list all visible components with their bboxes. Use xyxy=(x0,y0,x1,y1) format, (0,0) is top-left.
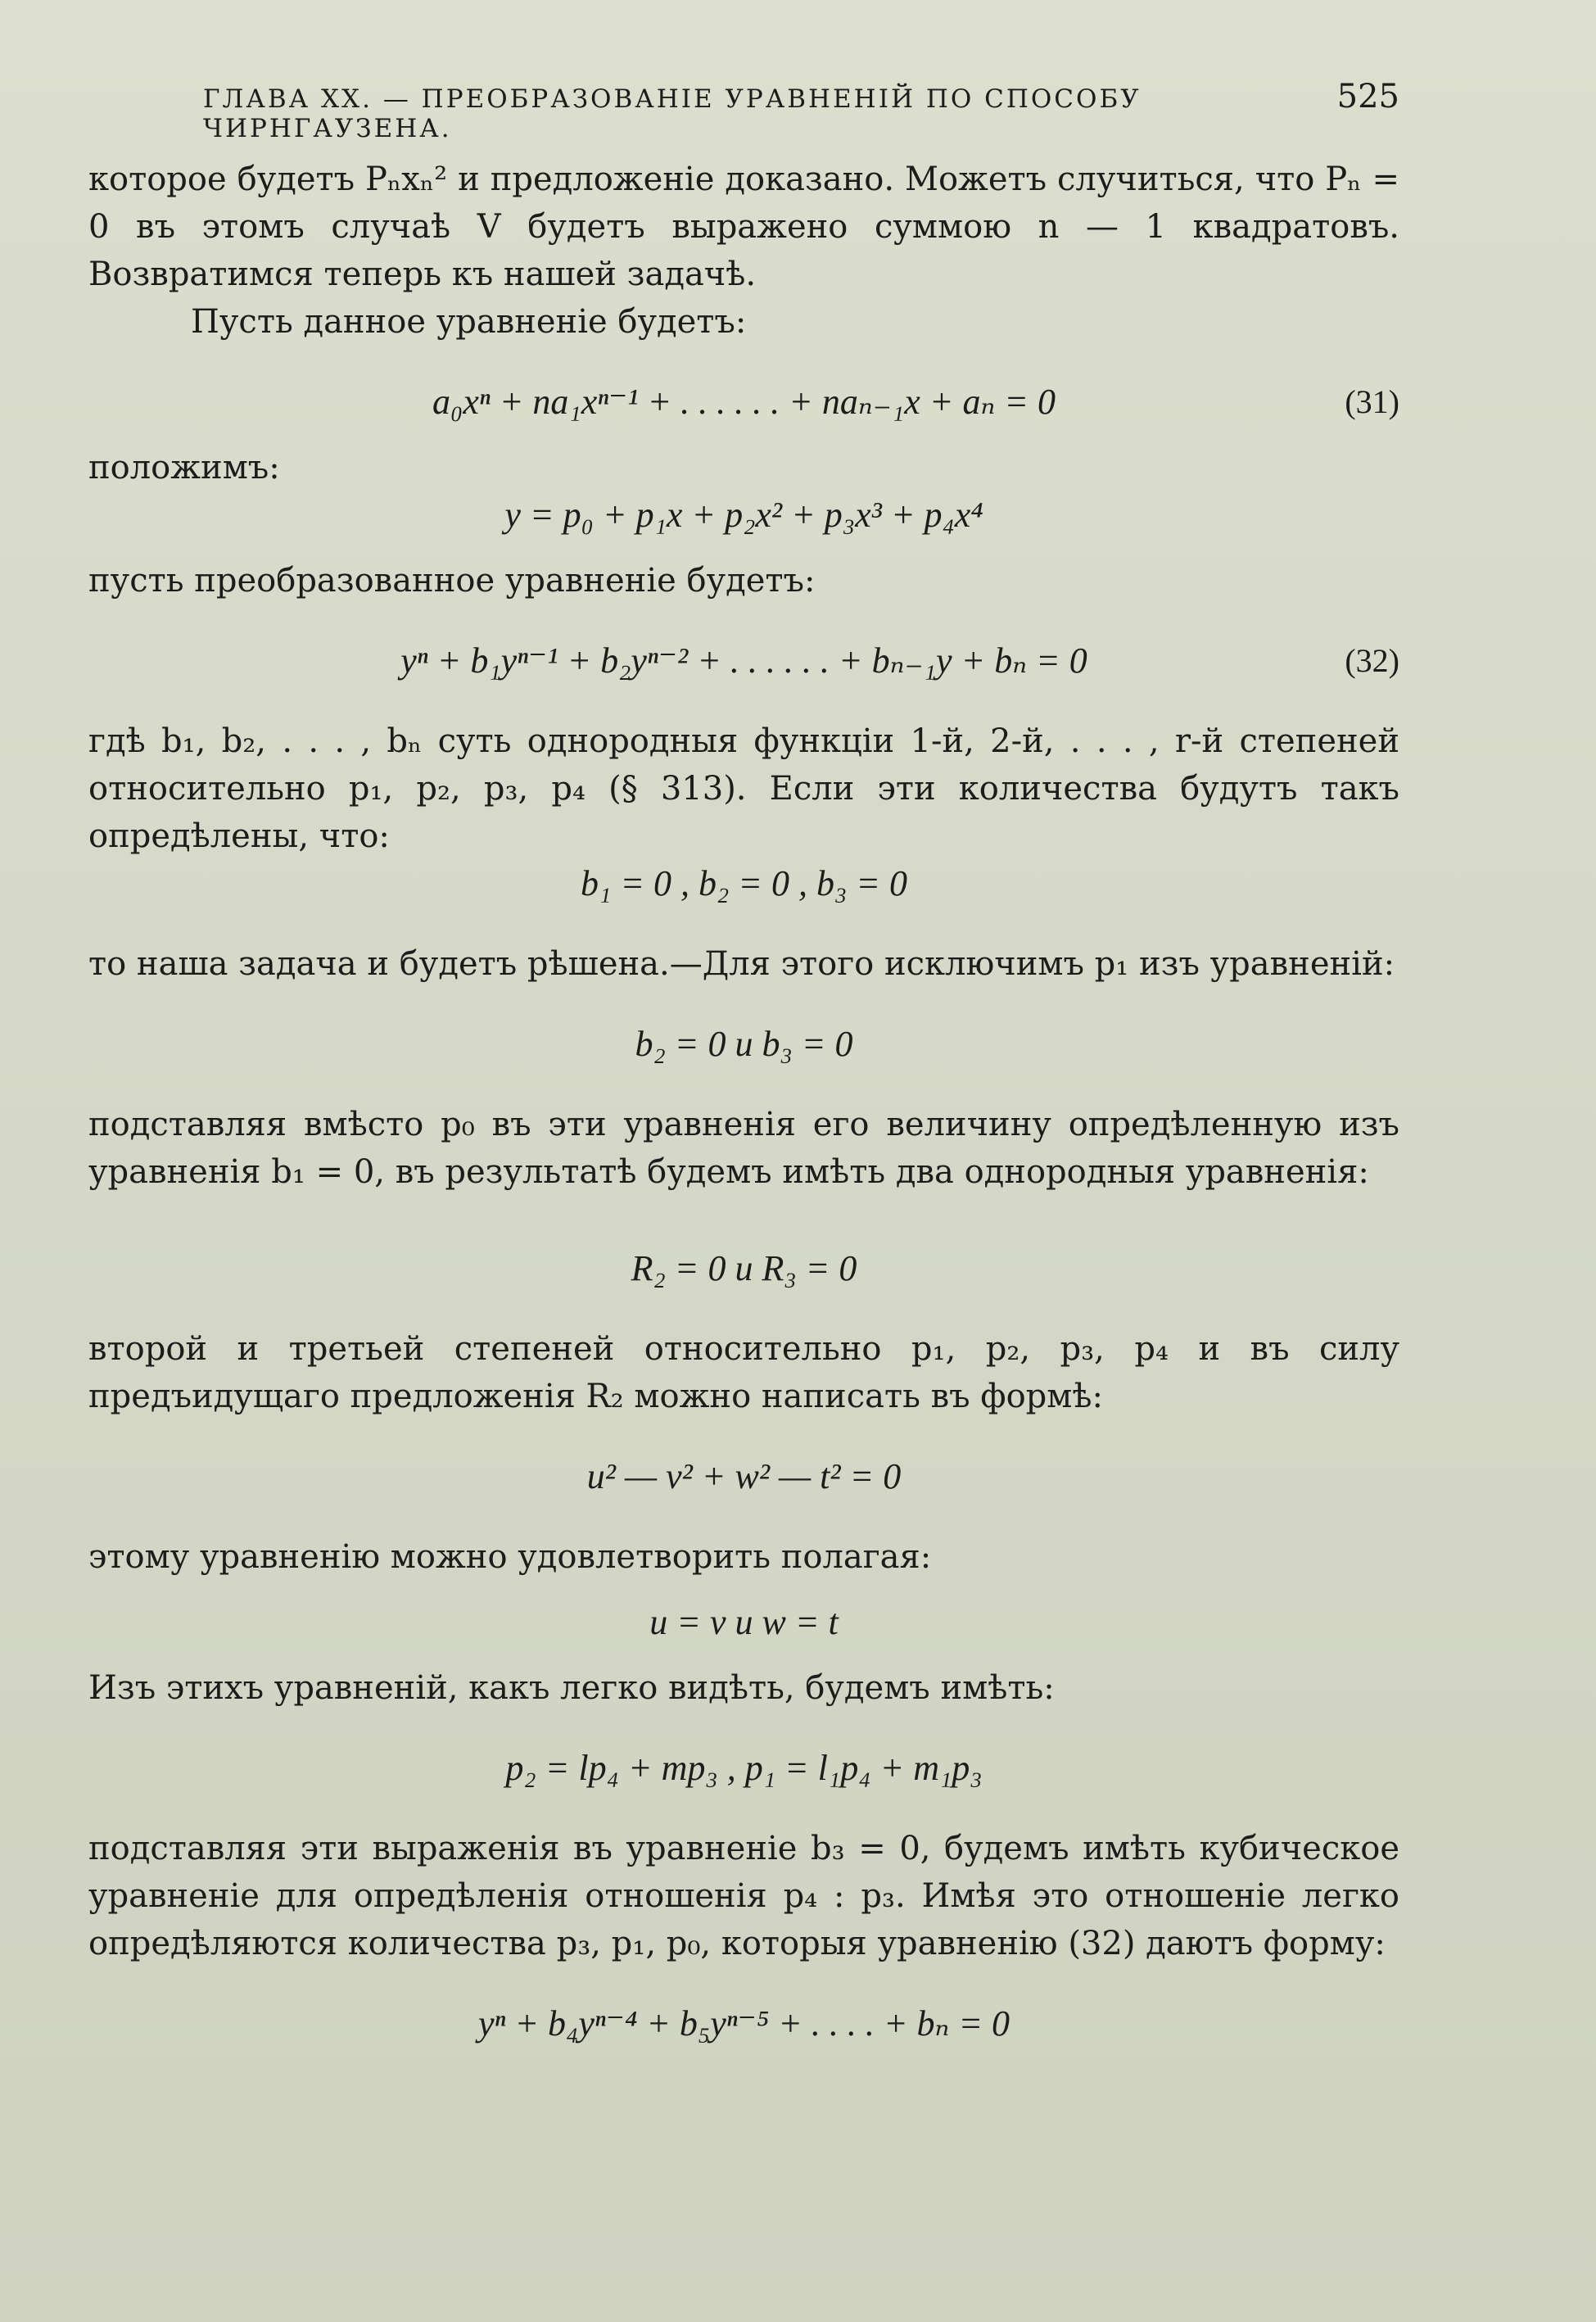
paragraph-9: этому уравненiю можно удовлетворить полагая: xyxy=(88,1538,932,1576)
chapter-title: ГЛАВА XX. — ПРЕОБРАЗОВАНIЕ УРАВНЕНIЙ ПО СПОСОБУ ЧИРНГАУЗЕНА. xyxy=(203,84,1142,143)
paragraph-11: подставляя эти выраженiя въ уравненiе b₃ = 0, будемъ имѣть кубическое уравненiе для опредѣленiя отношенiя p₄ : p₃. Имѣя это отношенiе легко опредѣляются количества p₃, p₁, p₀, которыя уравненiю (32) даютъ форму: xyxy=(88,1830,1399,1962)
paragraph-1: которое будетъ Pₙxₙ² и предложенiе доказано. Можетъ случиться, что Pₙ = 0 въ этомъ случаѣ V будетъ выражено суммою n — 1 квадратовъ. Возвратимся теперь къ нашей задачѣ. xyxy=(88,161,1399,293)
equation-b-conditions: b₁ = 0 , b₂ = 0 , b₃ = 0 xyxy=(581,863,907,903)
equation-32-tag: (32) xyxy=(1345,642,1399,679)
equation-final: yⁿ + b₄yⁿ⁻⁴ + b₅yⁿ⁻⁵ + . . . . + bₙ = 0 xyxy=(477,2003,1010,2044)
equation-p2-p1: p₂ = lp₄ + mp₃ , p₁ = l₁p₄ + m₁p₃ xyxy=(505,1748,983,1788)
paragraph-6: то наша задача и будетъ рѣшена.—Для этого исключимъ p₁ изъ уравненiй: xyxy=(88,945,1395,983)
equation-y: y = p₀ + p₁x + p₂x² + p₃x³ + p₄x⁴ xyxy=(504,495,983,535)
equation-R2-R3: R₂ = 0 и R₃ = 0 xyxy=(631,1248,857,1288)
running-header xyxy=(203,78,1399,143)
equation-u-v-w-t: u² — v² + w² — t² = 0 xyxy=(586,1456,902,1496)
equation-b2-b3: b₂ = 0 и b₃ = 0 xyxy=(635,1024,853,1064)
equation-32-body: yⁿ + b₁yⁿ⁻¹ + b₂yⁿ⁻² + . . . . . . + bₙ₋₁y + bₙ = 0 xyxy=(400,640,1087,681)
paragraph-3: положимъ: xyxy=(88,449,280,487)
equation-31-body: a₀xⁿ + na₁xⁿ⁻¹ + . . . . . . + naₙ₋₁x + aₙ = 0 xyxy=(432,382,1056,422)
paragraph-10: Изъ этихъ уравненiй, какъ легко видѣть, будемъ имѣть: xyxy=(88,1669,1055,1707)
equation-32 xyxy=(88,637,1399,685)
paragraph-8: второй и третьей степеней относительно p₁, p₂, p₃, p₄ и въ силу предъидущаго предложенiя R₂ можно написать въ формѣ: xyxy=(88,1330,1399,1415)
equation-31 xyxy=(88,378,1399,426)
paragraph-5: гдѣ b₁, b₂, . . . , bₙ суть однородныя функцiи 1-й, 2-й, . . . , r-й степеней относительно p₁, p₂, p₃, p₄ (§ 313). Если эти количества будутъ такъ опредѣлены, что: xyxy=(88,722,1399,855)
paragraph-7: подставляя вмѣсто p₀ въ эти уравненiя его величину опредѣленную изъ уравненiя b₁ = 0, въ результатѣ будемъ имѣть два однородныя уравненiя: xyxy=(88,1106,1399,1191)
equation-u-w: u = v и w = t xyxy=(649,1602,839,1642)
page-body xyxy=(88,156,1399,2048)
page-number: 525 xyxy=(1336,78,1399,115)
equation-31-tag: (31) xyxy=(1345,383,1399,420)
paragraph-2: Пусть данное уравненiе будетъ: xyxy=(191,303,747,341)
paragraph-4: пусть преобразованное уравненiе будетъ: xyxy=(88,562,816,600)
